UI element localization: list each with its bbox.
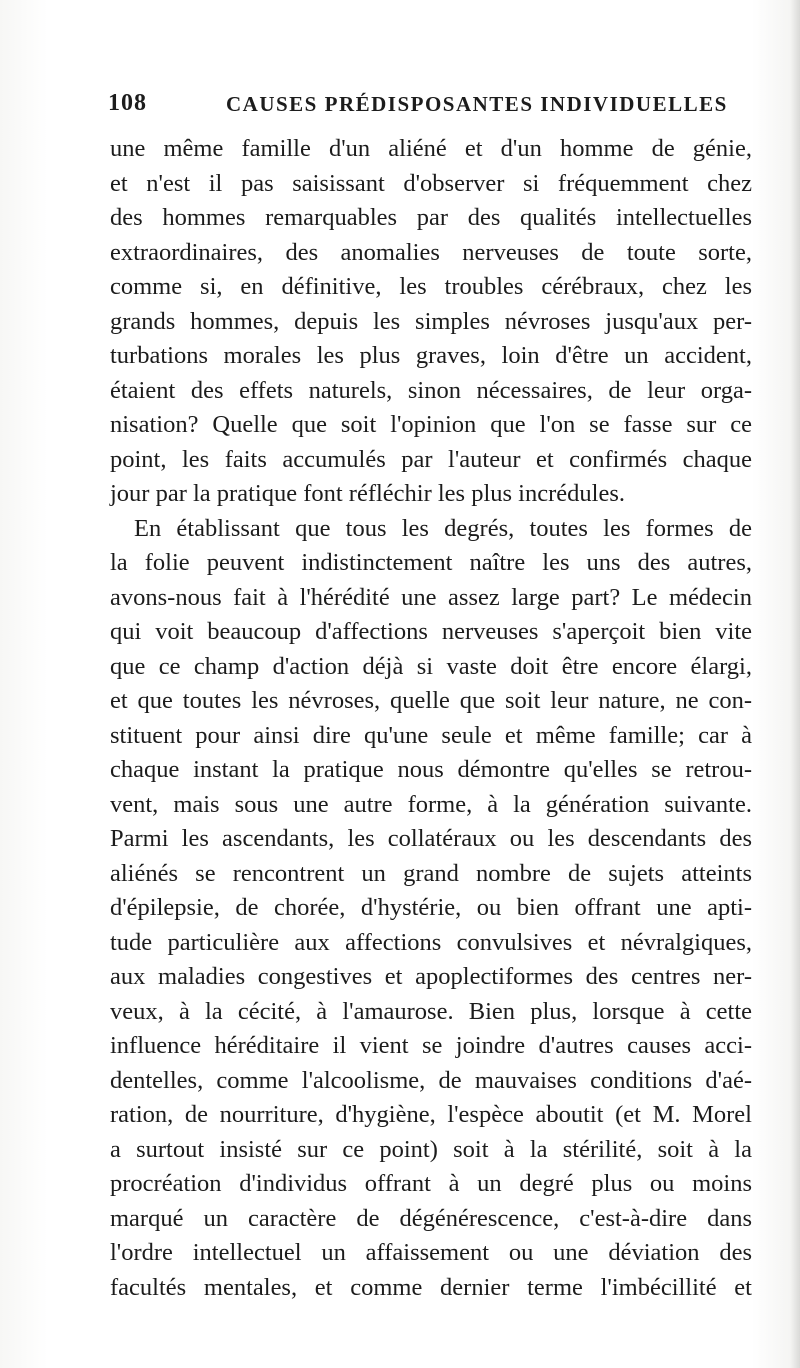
text-line: étaient des effets naturels, sinon nécessaires, de leur orga- (110, 376, 752, 404)
text-line: et n'est il pas saisissant d'observer si fréquemment chez (110, 169, 752, 197)
text-line: aux maladies congestives et apoplectiformes des centres ner- (110, 963, 752, 990)
text-line: chaque instant la pratique nous démontre qu'elles se retrou- (110, 756, 752, 783)
text-line: point, les faits accumulés par l'auteur et confirmés chaque (110, 445, 752, 473)
text-line: procréation d'individus offrant à un degré plus ou moins (110, 1170, 752, 1197)
text-line: influence héréditaire il vient se joindre d'autres causes acci- (110, 1032, 752, 1059)
text-line: tude particulière aux affections convulsives et névralgiques, (110, 928, 752, 956)
text-line: l'ordre intellectuel un affaissement ou une déviation des (110, 1239, 752, 1266)
text-line: aliénés se rencontrent un grand nombre de sujets atteints (110, 859, 752, 887)
text-line: turbations morales les plus graves, loin d'être un accident, (110, 342, 752, 369)
text-line: nisation? Quelle que soit l'opinion que l'on se fasse sur ce (110, 411, 752, 438)
page-edge-shadow (790, 0, 800, 1368)
text-line: veux, à la cécité, à l'amaurose. Bien plus, lorsque à cette (110, 997, 752, 1025)
text-line: vent, mais sous une autre forme, à la génération suivante. (110, 790, 752, 818)
text-line: la folie peuvent indistinctement naître les uns des autres, (110, 549, 752, 576)
page-header (108, 88, 748, 118)
text-line: d'épilepsie, de chorée, d'hystérie, ou bien offrant une apti- (110, 894, 752, 921)
text-line: et que toutes les névroses, quelle que soit leur nature, ne con- (110, 687, 752, 714)
text-line: avons-nous fait à l'hérédité une assez large part? Le médecin (110, 583, 752, 611)
text-line: grands hommes, depuis les simples névroses jusqu'aux per- (110, 307, 752, 335)
page-number: 108 (108, 90, 147, 116)
text-line: a surtout insisté sur ce point) soit à la stérilité, soit à la (110, 1135, 752, 1163)
text-line: Parmi les ascendants, les collatéraux ou les descendants des (110, 825, 752, 852)
text-line: facultés mentales, et comme dernier terme l'imbécillité et (110, 1273, 752, 1301)
text-line: extraordinaires, des anomalies nerveuses de toute sorte, (110, 238, 752, 266)
text-line: comme si, en définitive, les troubles cérébraux, chez les (110, 273, 752, 300)
body-text (110, 132, 752, 1305)
running-head: CAUSES PRÉDISPOSANTES INDIVIDUELLES (226, 92, 728, 116)
text-line: que ce champ d'action déjà si vaste doit être encore élargi, (110, 652, 752, 680)
text-line: des hommes remarquables par des qualités intellectuelles (110, 204, 752, 231)
text-line-paragraph-end: jour par la pratique font réfléchir les plus incrédules. (110, 480, 625, 507)
text-line: dentelles, comme l'alcoolisme, de mauvaises conditions d'aé- (110, 1066, 752, 1094)
text-line-paragraph-start: En établissant que tous les degrés, toutes les formes de (134, 514, 752, 542)
text-line: une même famille d'un aliéné et d'un homme de génie, (110, 135, 752, 162)
text-line: qui voit beaucoup d'affections nerveuses s'aperçoit bien vite (110, 618, 752, 645)
text-line: ration, de nourriture, d'hygiène, l'espèce aboutit (et M. Morel (110, 1101, 752, 1128)
text-line: stituent pour ainsi dire qu'une seule et même famille; car à (110, 721, 752, 749)
text-line: marqué un caractère de dégénérescence, c'est-à-dire dans (110, 1204, 752, 1232)
